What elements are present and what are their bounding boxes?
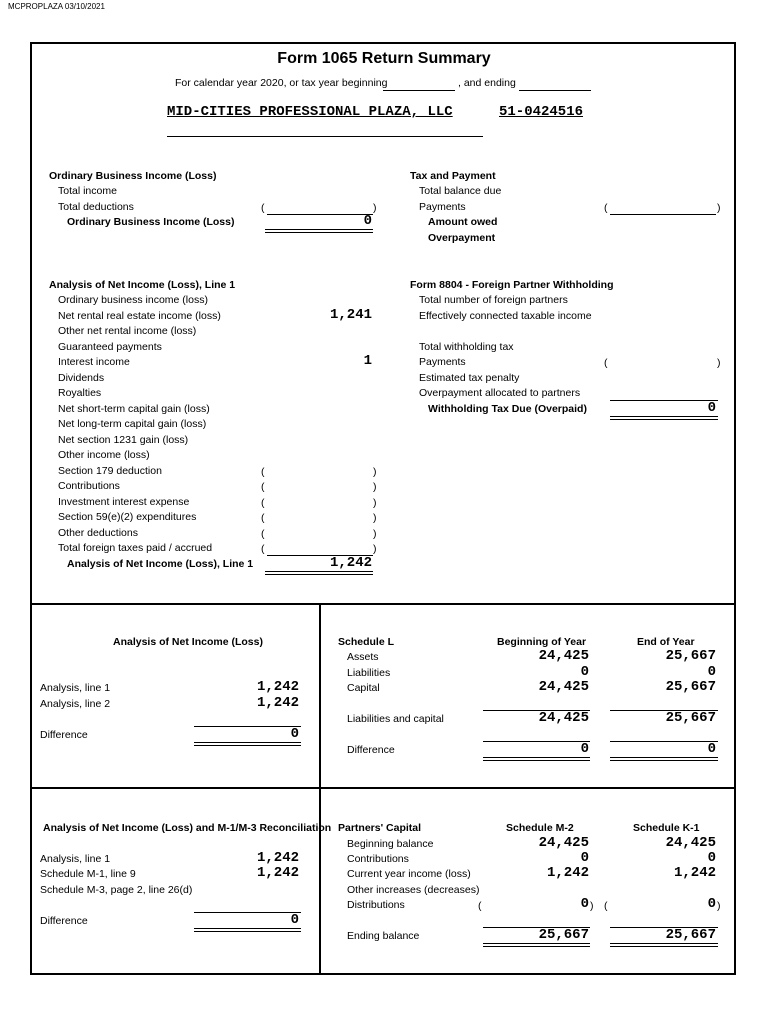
pcap-end-m2: 25,667	[538, 927, 589, 943]
obi-total-income: Total income	[58, 185, 117, 197]
pcap-other-label: Other increases (decreases)	[347, 884, 480, 896]
mid-left-heading: Analysis of Net Income (Loss)	[113, 636, 263, 648]
schedl-col-boy: Beginning of Year	[497, 636, 587, 648]
f8804-due-label: Withholding Tax Due (Overpaid)	[428, 403, 587, 415]
ani-row-label: Other income (loss)	[58, 449, 150, 461]
paren-close: )	[373, 202, 377, 214]
schedl-liab-eoy: 0	[707, 664, 716, 680]
paren-open: (	[261, 466, 265, 478]
f8804-payments: Payments	[419, 356, 466, 368]
ani-row-label: Contributions	[58, 480, 120, 492]
pcap-heading: Partners' Capital	[338, 822, 422, 834]
obi-result-label: Ordinary Business Income (Loss)	[67, 216, 235, 228]
tax-amount-owed: Amount owed	[428, 216, 498, 228]
schedl-liab-boy: 0	[580, 664, 589, 680]
bot-left-m1-label: Schedule M-1, line 9	[40, 868, 136, 880]
paren-close: )	[717, 202, 721, 214]
section-divider-1	[31, 603, 735, 605]
tax-year-begin-field[interactable]	[383, 90, 455, 91]
paren-close: )	[373, 528, 377, 540]
ani-row-label: Net section 1231 gain (loss)	[58, 434, 189, 446]
bot-left-line1-label: Analysis, line 1	[40, 853, 111, 865]
schedl-lc-boy: 24,425	[538, 710, 589, 726]
pcap-beg-k1: 24,425	[665, 835, 716, 851]
mid-left-line2-value: 1,242	[256, 695, 299, 711]
tax-heading: Tax and Payment	[410, 170, 496, 182]
ani-row-label: Guaranteed payments	[58, 341, 162, 353]
paren-open: (	[261, 497, 265, 509]
double-underline	[610, 943, 718, 947]
schedl-col-eoy: End of Year	[637, 636, 695, 648]
f8804-total-withholding: Total withholding tax	[419, 341, 514, 353]
paren-close: )	[717, 357, 721, 369]
ani-row-label: Interest income	[58, 356, 130, 368]
header-stamp: MCPROPLAZA 03/10/2021	[8, 2, 105, 11]
obi-result-value: 0	[363, 213, 372, 229]
schedl-heading: Schedule L	[338, 636, 395, 648]
schedl-cap-label: Capital	[347, 682, 380, 694]
ani-total-value: 1,242	[329, 555, 372, 571]
pcap-col-k1: Schedule K-1	[633, 822, 700, 834]
ein: 51-0424516	[499, 104, 584, 120]
tax-payments: Payments	[419, 201, 466, 213]
paren-close: )	[373, 466, 377, 478]
schedl-lc-eoy: 25,667	[665, 710, 716, 726]
schedl-cap-eoy: 25,667	[665, 679, 716, 695]
ani-row-label: Royalties	[58, 387, 102, 399]
tax-payments-field	[610, 214, 716, 215]
ani-row-label: Net short-term capital gain (loss)	[58, 403, 210, 415]
paren-close: )	[373, 512, 377, 524]
schedl-lc-label: Liabilities and capital	[347, 713, 444, 725]
paren-open: (	[261, 481, 265, 493]
double-underline	[194, 742, 301, 746]
schedl-diff-eoy: 0	[707, 741, 716, 757]
pcap-contrib-k1: 0	[707, 850, 716, 866]
bot-left-diff-value: 0	[290, 912, 299, 928]
bot-left-m3-label: Schedule M-3, page 2, line 26(d)	[40, 884, 193, 896]
pcap-cy-label: Current year income (loss)	[347, 868, 471, 880]
ani-row-label: Other deductions	[58, 527, 138, 539]
ani-row-value: 1	[363, 353, 372, 369]
pcap-contrib-m2: 0	[580, 850, 589, 866]
pcap-col-m2: Schedule M-2	[506, 822, 574, 834]
tax-overpayment: Overpayment	[428, 232, 496, 244]
paren-open: (	[261, 543, 265, 555]
bot-left-heading: Analysis of Net Income (Loss) and M-1/M-3 Reconciliation	[43, 822, 332, 834]
f8804-overpay-alloc: Overpayment allocated to partners	[419, 387, 581, 399]
ani-row-label: Net long-term capital gain (loss)	[58, 418, 207, 430]
ani-heading: Analysis of Net Income (Loss), Line 1	[49, 279, 236, 291]
page-title: Form 1065 Return Summary	[277, 50, 491, 67]
ani-row-label: Dividends	[58, 372, 105, 384]
entity-underline	[167, 136, 483, 137]
schedl-cap-boy: 24,425	[538, 679, 589, 695]
paren-close: )	[590, 900, 594, 912]
ani-row-label: Section 59(e)(2) expenditures	[58, 511, 197, 523]
pcap-beg-label: Beginning balance	[347, 838, 434, 850]
pcap-end-k1: 25,667	[665, 927, 716, 943]
pcap-contrib-label: Contributions	[347, 853, 409, 865]
ani-row-label: Net rental real estate income (loss)	[58, 310, 221, 322]
schedl-diff-label: Difference	[347, 744, 395, 756]
mid-left-line1-label: Analysis, line 1	[40, 682, 111, 694]
mid-left-line2-label: Analysis, line 2	[40, 698, 111, 710]
ani-row-label: Other net rental income (loss)	[58, 325, 197, 337]
paren-open: (	[604, 900, 608, 912]
double-underline	[265, 229, 373, 233]
pcap-cy-m2: 1,242	[546, 865, 589, 881]
ani-row-value: 1,241	[329, 307, 372, 323]
pcap-cy-k1: 1,242	[673, 865, 716, 881]
paren-close: )	[373, 497, 377, 509]
pcap-dist-m2: 0	[580, 896, 589, 912]
f8804-num-partners: Total number of foreign partners	[419, 294, 568, 306]
f8804-heading: Form 8804 - Foreign Partner Withholding	[410, 279, 614, 291]
pcap-dist-label: Distributions	[347, 899, 405, 911]
ani-row-label: Total foreign taxes paid / accrued	[58, 542, 213, 554]
double-underline	[483, 943, 590, 947]
f8804-est-penalty: Estimated tax penalty	[419, 372, 520, 384]
f8804-eci: Effectively connected taxable income	[419, 310, 592, 322]
paren-open: (	[261, 512, 265, 524]
paren-open: (	[261, 202, 265, 214]
paren-close: )	[373, 543, 377, 555]
obi-heading: Ordinary Business Income (Loss)	[49, 170, 217, 182]
schedl-assets-label: Assets	[347, 651, 379, 663]
paren-open: (	[604, 202, 608, 214]
pcap-beg-m2: 24,425	[538, 835, 589, 851]
pcap-end-label: Ending balance	[347, 930, 420, 942]
double-underline	[483, 757, 590, 761]
double-underline	[194, 928, 301, 932]
f8804-due-value: 0	[707, 400, 716, 416]
schedl-liab-label: Liabilities	[347, 667, 391, 679]
paren-close: )	[717, 900, 721, 912]
entity-name: MID-CITIES PROFESSIONAL PLAZA, LLC	[167, 104, 453, 120]
obi-total-deductions: Total deductions	[58, 201, 134, 213]
ani-total-label: Analysis of Net Income (Loss), Line 1	[67, 558, 254, 570]
paren-open: (	[478, 900, 482, 912]
ani-row-label: Ordinary business income (loss)	[58, 294, 208, 306]
subtitle-year-ending: , and ending	[458, 77, 516, 89]
tax-year-end-field[interactable]	[519, 90, 591, 91]
section-divider-2	[31, 787, 735, 789]
mid-left-diff-value: 0	[290, 726, 299, 742]
paren-open: (	[604, 357, 608, 369]
subtitle-year-beginning: For calendar year 2020, or tax year beginning	[175, 77, 388, 89]
bot-left-m1-value: 1,242	[256, 865, 299, 881]
schedl-diff-boy: 0	[580, 741, 589, 757]
tax-balance-due: Total balance due	[419, 185, 502, 197]
double-underline	[610, 757, 718, 761]
mid-left-line1-value: 1,242	[256, 679, 299, 695]
paren-close: )	[373, 481, 377, 493]
ani-row-label: Investment interest expense	[58, 496, 190, 508]
pcap-dist-k1: 0	[707, 896, 716, 912]
column-divider	[319, 603, 321, 974]
schedl-assets-eoy: 25,667	[665, 648, 716, 664]
double-underline	[610, 416, 718, 420]
bot-left-diff-label: Difference	[40, 915, 88, 927]
mid-left-diff-label: Difference	[40, 729, 88, 741]
double-underline	[265, 571, 373, 575]
ani-row-label: Section 179 deduction	[58, 465, 162, 477]
schedl-assets-boy: 24,425	[538, 648, 589, 664]
paren-open: (	[261, 528, 265, 540]
bot-left-line1-value: 1,242	[256, 850, 299, 866]
